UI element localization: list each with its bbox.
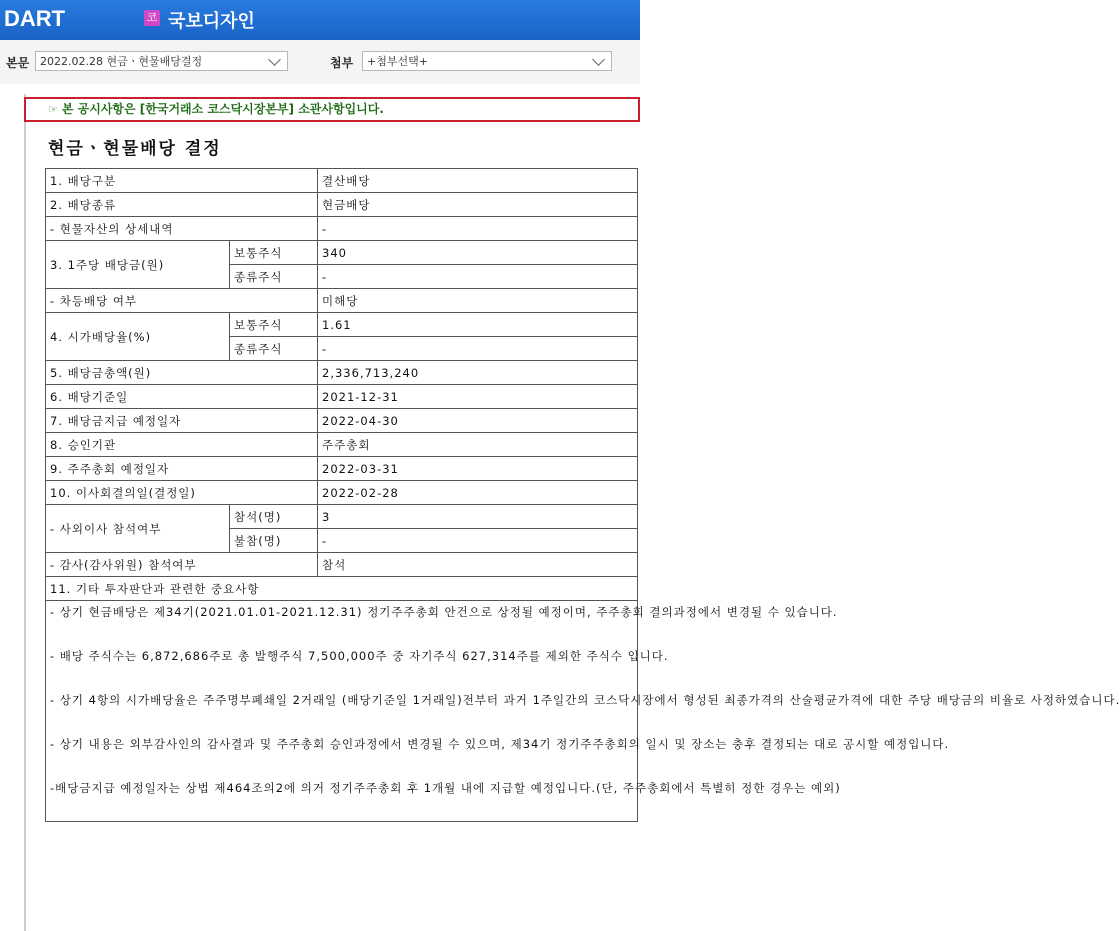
- row-label: - 감사(감사위원) 참석여부: [46, 553, 318, 577]
- row-label: 2. 배당종류: [46, 193, 318, 217]
- section-heading: 11. 기타 투자판단과 관련한 중요사항: [46, 577, 638, 601]
- table-row: [46, 481, 638, 505]
- row-sublabel: 종류주식: [230, 265, 318, 289]
- row-label: - 차등배당 여부: [46, 289, 318, 313]
- pointing-hand-icon: ☞: [48, 103, 58, 116]
- table-row: [46, 313, 638, 337]
- row-sublabel: 종류주식: [230, 337, 318, 361]
- row-sublabel: 참석(명): [230, 505, 318, 529]
- note-paragraph: - 상기 현금배당은 제34기(2021.01.01-2021.12.31) 정기주주총회 안건으로 상정될 예정이며, 주주총회 결의과정에서 변경될 수 있습니다.: [50, 605, 838, 619]
- note-paragraph: - 배당 주식수는 6,872,686주로 총 발행주식 7,500,000주 중 자기주식 627,314주를 제외한 주식수 입니다.: [50, 649, 669, 663]
- dart-logo[interactable]: [4, 6, 65, 32]
- table-row: [46, 577, 638, 601]
- table-row: [46, 289, 638, 313]
- row-value: 2,336,713,240: [318, 361, 638, 385]
- row-value: 2022-03-31: [318, 457, 638, 481]
- chevron-down-icon: [268, 53, 281, 66]
- row-label: 6. 배당기준일: [46, 385, 318, 409]
- row-sublabel: 보통주식: [230, 313, 318, 337]
- row-value: 참석: [318, 553, 638, 577]
- row-value: 340: [318, 241, 638, 265]
- table-row: [46, 241, 638, 265]
- table-row: [46, 433, 638, 457]
- row-value: 2022-04-30: [318, 409, 638, 433]
- main-label: 본문: [6, 56, 30, 70]
- table-row: [46, 361, 638, 385]
- table-row: [46, 601, 638, 822]
- main-select-value: 2022.02.28 현금ㆍ현물배당결정: [40, 55, 203, 68]
- row-value: -: [318, 265, 638, 289]
- attach-label: 첨부: [330, 56, 354, 70]
- row-value: 2021-12-31: [318, 385, 638, 409]
- row-label: 1. 배당구분: [46, 169, 318, 193]
- row-label: 4. 시가배당율(%): [46, 313, 230, 361]
- table-row: [46, 193, 638, 217]
- row-value: -: [318, 217, 638, 241]
- table-row: [46, 505, 638, 529]
- row-sublabel: 불참(명): [230, 529, 318, 553]
- disclosure-table: [45, 168, 1120, 822]
- note-paragraph: - 상기 내용은 외부감사인의 감사결과 및 주주총회 승인과정에서 변경될 수 있으며, 제34기 정기주주총회의 일시 및 장소는 충후 결정되는 대로 공시할 예정입니다.: [50, 737, 950, 751]
- table-row: [46, 457, 638, 481]
- row-value: 1.61: [318, 313, 638, 337]
- notice-banner: [24, 97, 640, 122]
- attachment-select[interactable]: [362, 51, 612, 71]
- row-value: 미해당: [318, 289, 638, 313]
- row-value: -: [318, 337, 638, 361]
- row-label: - 사외이사 참석여부: [46, 505, 230, 553]
- row-label: 7. 배당금지급 예정일자: [46, 409, 318, 433]
- row-sublabel: 보통주식: [230, 241, 318, 265]
- row-label: 8. 승인기관: [46, 433, 318, 457]
- attach-select-value: +첨부선택+: [367, 55, 428, 68]
- table-row: [46, 169, 638, 193]
- row-value: -: [318, 529, 638, 553]
- chevron-down-icon: [592, 53, 605, 66]
- row-label: 9. 주주총회 예정일자: [46, 457, 318, 481]
- row-value: 주주총회: [318, 433, 638, 457]
- app-header: [0, 0, 640, 40]
- note-paragraph: - 상기 4항의 시가배당율은 주주명부폐쇄일 2거래일 (배당기준일 1거래일)전부터 과거 1주일간의 코스닥시장에서 형성된 최종가격의 산술평균가격에 대한 주당 배당금의 비율로 사정하였습니다.: [50, 693, 1120, 707]
- main-document-select[interactable]: [35, 51, 288, 71]
- document-title: 현금ㆍ현물배당 결정: [48, 139, 222, 159]
- company-name: 국보디자인: [168, 11, 255, 32]
- logo-text: DART: [4, 6, 66, 31]
- market-badge: 코: [144, 10, 160, 26]
- row-value: 3: [318, 505, 638, 529]
- row-label: 10. 이사회결의일(결정일): [46, 481, 318, 505]
- note-paragraph: -배당금지급 예정일자는 상법 제464조의2에 의거 정기주주총회 후 1개월 내에 지급할 예정입니다.(단, 주주총회에서 특별히 정한 경우는 예외): [50, 781, 841, 795]
- row-value: 결산배당: [318, 169, 638, 193]
- row-label: 3. 1주당 배당금(원): [46, 241, 230, 289]
- row-value: 2022-02-28: [318, 481, 638, 505]
- row-label: 5. 배당금총액(원): [46, 361, 318, 385]
- row-label: - 현물자산의 상세내역: [46, 217, 318, 241]
- notice-text: 본 공시사항은 [한국거래소 코스닥시장본부] 소관사항입니다.: [61, 102, 384, 116]
- table-row: [46, 385, 638, 409]
- row-value: 현금배당: [318, 193, 638, 217]
- table-row: [46, 409, 638, 433]
- table-row: [46, 217, 638, 241]
- notes-cell: [46, 601, 1120, 822]
- table-row: [46, 553, 638, 577]
